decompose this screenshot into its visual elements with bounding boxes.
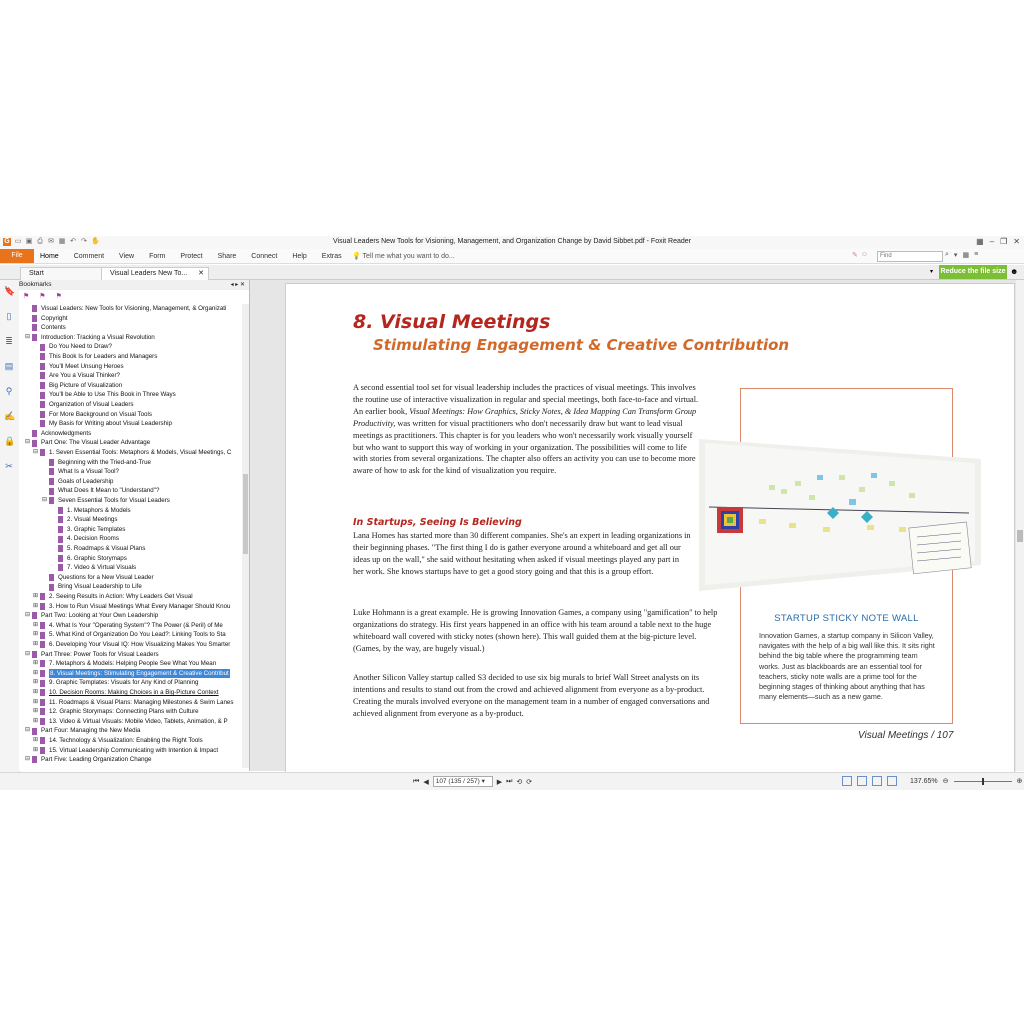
signatures-icon[interactable]: ✍ bbox=[4, 411, 16, 421]
bookmark-item[interactable] bbox=[51, 554, 127, 564]
bookmark-item[interactable] bbox=[33, 678, 198, 688]
bookmark-flag-icon bbox=[40, 449, 45, 456]
paragraph-2: Lana Homes has started more than 30 different companies. She's an expert in leading organizations in their beginning phases. "The first thing I do is gather everyone around a whiteboard and get all our ideas up on the wall," she said without hesitating when asked if visual meetings played any part in her work. She knows startups have to get a good story going and that this is a group effort. bbox=[353, 531, 691, 576]
bookmarks-scrollbar-thumb[interactable] bbox=[243, 474, 248, 554]
next-page-icon[interactable]: ▶ bbox=[496, 778, 503, 786]
bookmark-flag-icon bbox=[32, 305, 37, 312]
bookmark-item[interactable] bbox=[33, 736, 203, 746]
expand-toggle-icon[interactable]: ⊞ bbox=[33, 689, 39, 695]
bookmark-item[interactable] bbox=[51, 506, 131, 516]
expand-toggle-icon[interactable]: ⊟ bbox=[25, 756, 31, 763]
zoom-slider[interactable] bbox=[954, 781, 1012, 782]
bookmark-flag-icon bbox=[58, 536, 63, 543]
menu-toggle-icon[interactable]: ≡ bbox=[974, 251, 979, 258]
bookmark-item[interactable] bbox=[25, 323, 66, 333]
bookmark-flag-icon bbox=[40, 641, 45, 648]
status-bar bbox=[0, 772, 1024, 790]
bookmark-flag-icon bbox=[49, 488, 54, 495]
bookmark-item[interactable] bbox=[42, 573, 154, 583]
bookmark-item[interactable] bbox=[33, 410, 152, 420]
bookmark-label: 7. Metaphors & Models: Helping People See What You Mean bbox=[49, 660, 217, 668]
bookmark-item[interactable] bbox=[25, 314, 67, 324]
bookmark-item[interactable] bbox=[33, 602, 230, 612]
bookmark-label: What Does It Mean to "Understand"? bbox=[58, 487, 160, 495]
bookmark-item[interactable] bbox=[33, 419, 172, 429]
bookmark-label: My Basis for Writing about Visual Leadership bbox=[49, 420, 172, 428]
facing-view-icon[interactable] bbox=[872, 776, 882, 786]
tools-icon[interactable]: ✂ bbox=[5, 461, 13, 471]
bookmark-flag-icon bbox=[40, 632, 45, 639]
tab-start-label: Start bbox=[29, 270, 44, 277]
add-bookmark-icon[interactable]: ⚑ bbox=[39, 293, 46, 300]
bookmark-label: Are You a Visual Thinker? bbox=[49, 372, 120, 380]
paragraph-1-text-b: was written for visual practitioners who don't necessarily draw but want to lead visual meetings as practitioners. This chapter is for you leaders who won't necessarily work visually yourself but who want to support this way of working in your organization. The possibilities will come to life with stories from several organizations. The chapter also offers an activity you can use to become more aware of how to ask for the kind of visualization you require. bbox=[353, 418, 696, 476]
bookmark-label: Copyright bbox=[41, 314, 68, 322]
redo-icon[interactable]: ↷ bbox=[81, 238, 87, 245]
bookmark-label: You'll Meet Unsung Heroes bbox=[49, 362, 124, 370]
bookmark-flag-icon bbox=[40, 382, 45, 389]
menu-view[interactable]: View bbox=[119, 252, 135, 260]
bookmark-label: Part Three: Power Tools for Visual Leaders bbox=[41, 650, 159, 658]
bookmark-item[interactable] bbox=[33, 717, 228, 727]
pdf-page bbox=[285, 283, 1015, 773]
bookmark-label: Questions for a New Visual Leader bbox=[58, 573, 154, 581]
bookmark-label: 2. Visual Meetings bbox=[67, 516, 118, 524]
save-icon[interactable]: ▣ bbox=[25, 238, 33, 245]
bookmark-item[interactable] bbox=[51, 534, 119, 544]
undo-icon[interactable]: ↶ bbox=[70, 238, 76, 245]
expand-toggle-icon[interactable]: ⊞ bbox=[33, 708, 39, 715]
bookmark-item[interactable] bbox=[51, 544, 145, 554]
bookmark-item[interactable] bbox=[33, 659, 216, 669]
bookmark-flag-icon bbox=[40, 372, 45, 379]
bookmark-label: Part Four: Managing the New Media bbox=[41, 727, 141, 735]
bookmark-label: 10. Decision Rooms: Making Choices in a Big-Picture Context bbox=[49, 689, 219, 696]
bookmark-flag-icon bbox=[49, 478, 54, 485]
book-title-italic: Visual Meetings: How Graphics, Sticky Notes, & Idea Mapping Can Transform Group Productivity, bbox=[353, 406, 697, 428]
restore-icon[interactable]: ❐ bbox=[1000, 237, 1008, 246]
menu-help[interactable]: Help bbox=[292, 252, 307, 260]
bookmark-item[interactable] bbox=[42, 467, 119, 477]
expand-bookmark-icon[interactable]: ⚑ bbox=[23, 293, 30, 300]
bookmark-label: 1. Seven Essential Tools: Metaphors & Models, Visual Meetings, C bbox=[49, 449, 232, 456]
share-icon[interactable]: ▦ bbox=[962, 252, 970, 259]
tab-list-icon[interactable]: ▾ bbox=[930, 269, 934, 275]
bookmark-label: 11. Roadmaps & Visual Plans: Managing Milestones & Swim Lanes bbox=[49, 698, 234, 706]
expand-toggle-icon[interactable]: ⊞ bbox=[33, 717, 39, 724]
bookmark-item[interactable] bbox=[33, 381, 122, 391]
expand-toggle-icon[interactable]: ⊞ bbox=[33, 660, 39, 667]
bookmark-flag-icon bbox=[40, 747, 45, 754]
bookmark-label: This Book Is for Leaders and Managers bbox=[49, 353, 158, 360]
screenshot-icon[interactable]: ▦ bbox=[58, 238, 66, 245]
panel-controls-icon[interactable]: ◂ ▸ ✕ bbox=[230, 282, 245, 288]
attachments-icon[interactable]: ⚲ bbox=[5, 386, 13, 396]
bookmark-flag-icon bbox=[32, 756, 37, 763]
bookmark-item[interactable] bbox=[25, 650, 159, 660]
notification-icon[interactable]: ☻ bbox=[1010, 267, 1019, 276]
bookmark-flag-icon bbox=[32, 612, 37, 619]
bookmark-item[interactable] bbox=[33, 592, 193, 602]
menu-extras[interactable]: Extras bbox=[321, 252, 342, 260]
bookmark-flag-icon bbox=[40, 401, 45, 408]
bookmark-label: Bring Visual Leadership to Life bbox=[58, 583, 142, 591]
bookmark-item[interactable] bbox=[51, 563, 136, 573]
bookmark-flag-icon bbox=[49, 574, 54, 581]
bookmark-label: 2. Seeing Results in Action: Why Leaders Get Visual bbox=[49, 593, 193, 600]
bookmark-label: 5. What Kind of Organization Do You Lead?: Linking Tools to Sta bbox=[49, 631, 226, 639]
bookmark-flag-icon bbox=[32, 334, 37, 341]
zoom-in-icon[interactable]: ⊕ bbox=[1016, 778, 1023, 785]
bookmark-item[interactable] bbox=[33, 669, 230, 679]
bookmarks-panel bbox=[19, 280, 250, 771]
window-controls bbox=[976, 237, 1020, 246]
page-folio: Visual Meetings / 107 bbox=[858, 730, 954, 741]
file-tab[interactable]: File bbox=[0, 249, 34, 263]
bookmark-item[interactable] bbox=[33, 362, 124, 372]
bookmark-label: Organization of Visual Leaders bbox=[49, 401, 134, 408]
bookmark-label: 6. Developing Your Visual IQ: How Visualizing Makes You Smarter bbox=[49, 641, 231, 648]
tab-document-label: Visual Leaders New To... bbox=[110, 270, 188, 277]
bookmark-label: 6. Graphic Storymaps bbox=[67, 554, 127, 562]
section-heading: In Startups, Seeing Is Believing bbox=[353, 517, 522, 528]
bookmark-flag-icon bbox=[58, 516, 63, 523]
menu-connect[interactable]: Connect bbox=[251, 252, 278, 260]
bookmark-item[interactable] bbox=[33, 630, 226, 640]
paragraph-3: Luke Hohmann is a great example. He is growing Innovation Games, a company using "gamification" to help organizations do strategy. His first years happened in an office with his team around a table next to the huge whiteboard wall covered with sticky notes (shown here). This wall guided them at the big-picture level. (Games, by the way, are hugely visual.) bbox=[353, 608, 718, 653]
bookmark-label: Do You Need to Draw? bbox=[49, 343, 112, 351]
bookmark-item[interactable] bbox=[25, 429, 91, 439]
bookmark-flag-icon bbox=[40, 344, 45, 351]
expand-toggle-icon[interactable]: ⊞ bbox=[33, 621, 39, 628]
bookmark-label: 4. What Is Your "Operating System"? The Power (& Peril) of Me bbox=[49, 621, 223, 629]
bookmark-label: 13. Video & Virtual Visuals: Mobile Video, Tablets, Animation, & P bbox=[49, 717, 228, 725]
tab-start[interactable] bbox=[20, 267, 110, 280]
menu-comment[interactable]: Comment bbox=[73, 252, 105, 260]
bookmark-label: Big Picture of Visualization bbox=[49, 381, 123, 389]
bookmark-item[interactable] bbox=[33, 400, 134, 410]
ribbon-options-icon[interactable]: ▦ bbox=[976, 237, 984, 246]
bookmark-item[interactable] bbox=[33, 352, 157, 362]
sign-icon[interactable]: ✎ bbox=[852, 252, 858, 259]
window-title: Visual Leaders New Tools for Visioning, Management, and Organization Change by David Sibbet.pdf - Foxit Reader bbox=[333, 238, 691, 245]
bookmark-item[interactable] bbox=[51, 525, 125, 535]
bookmark-flag-icon bbox=[32, 324, 37, 331]
expand-toggle-icon[interactable]: ⊞ bbox=[33, 737, 39, 743]
bookmark-label: Goals of Leadership bbox=[58, 477, 114, 485]
reduce-file-size-button[interactable]: Reduce the file size bbox=[939, 265, 1007, 279]
expand-toggle-icon[interactable]: ⊞ bbox=[33, 602, 39, 609]
bookmark-flag-icon bbox=[32, 440, 37, 447]
document-scrollbar[interactable] bbox=[1016, 280, 1024, 771]
expand-toggle-icon[interactable]: ⊟ bbox=[42, 497, 48, 503]
bookmark-label: Beginning with the Tried-and-True bbox=[58, 458, 151, 466]
menu-share[interactable]: Share bbox=[217, 252, 237, 260]
bookmarks-scrollbar[interactable] bbox=[242, 304, 249, 768]
previous-view-icon[interactable]: ⟲ bbox=[516, 778, 523, 786]
bookmark-label: 15. Virtual Leadership Communicating with Intention & Impact bbox=[49, 746, 219, 754]
zoom-controls bbox=[842, 776, 1022, 786]
menu-home[interactable]: Home bbox=[40, 252, 59, 260]
bookmark-flag-icon bbox=[58, 564, 63, 571]
page-thumbnails-icon[interactable]: ▯ bbox=[6, 311, 12, 321]
continuous-view-icon[interactable] bbox=[857, 776, 867, 786]
page-navigation bbox=[413, 776, 532, 787]
bookmark-flag-icon bbox=[40, 622, 45, 629]
bookmark-flag-icon bbox=[40, 363, 45, 370]
sidebar-caption: Innovation Games, a startup company in Silicon Valley, navigates with the help of a big wall like this. It sits right behind the big table where the programming team works. Just as blackboards are an essential tool for teachers, sticky note walls are a prime tool for the beginning stages of thinking about anything that has many elements—such as a new game. bbox=[759, 631, 935, 702]
bookmark-item[interactable] bbox=[42, 496, 170, 506]
delete-bookmark-icon[interactable]: ⚑ bbox=[55, 293, 62, 300]
bookmark-flag-icon bbox=[58, 545, 63, 552]
bookmark-flag-icon bbox=[40, 708, 45, 715]
document-scrollbar-thumb[interactable] bbox=[1017, 530, 1023, 542]
expand-toggle-icon[interactable]: ⊞ bbox=[33, 746, 39, 753]
bookmark-item[interactable] bbox=[33, 698, 233, 708]
bookmark-flag-icon bbox=[32, 651, 37, 658]
expand-toggle-icon[interactable]: ⊞ bbox=[33, 669, 39, 676]
bookmark-item[interactable] bbox=[33, 621, 223, 631]
layers-icon[interactable]: ≣ bbox=[5, 336, 13, 346]
bookmark-label: Acknowledgments bbox=[41, 429, 92, 437]
user-icon[interactable]: ☺ bbox=[860, 251, 869, 258]
bookmark-item[interactable] bbox=[33, 640, 230, 650]
bookmark-label: Seven Essential Tools for Visual Leaders bbox=[58, 497, 170, 504]
expand-toggle-icon[interactable]: ⊟ bbox=[25, 650, 31, 657]
lightbulb-icon: 💡 bbox=[352, 253, 361, 260]
bookmark-tree bbox=[19, 304, 241, 768]
expand-toggle-icon[interactable]: ⊟ bbox=[33, 449, 39, 455]
bookmark-label: Introduction: Tracking a Visual Revolution bbox=[41, 333, 155, 341]
expand-toggle-icon[interactable]: ⊞ bbox=[33, 641, 39, 647]
bookmark-flag-icon bbox=[40, 411, 45, 418]
menu-protect[interactable]: Protect bbox=[180, 252, 203, 260]
bookmark-flag-icon bbox=[40, 593, 45, 600]
bookmark-flag-icon bbox=[40, 660, 45, 667]
expand-toggle-icon[interactable]: ⊟ bbox=[25, 612, 31, 619]
bookmark-flag-icon bbox=[40, 699, 45, 706]
bookmark-item[interactable] bbox=[25, 438, 150, 448]
bookmark-item[interactable] bbox=[25, 304, 226, 314]
bookmark-label: 4. Decision Rooms bbox=[67, 535, 119, 543]
tell-me-box[interactable] bbox=[352, 252, 455, 260]
bookmark-label: What Is a Visual Tool? bbox=[58, 468, 119, 476]
continuous-facing-view-icon[interactable] bbox=[887, 776, 897, 786]
bookmark-flag-icon bbox=[40, 689, 45, 696]
bookmark-item[interactable] bbox=[42, 477, 113, 487]
find-input[interactable]: Find bbox=[877, 251, 943, 262]
page-number-value: 107 (135 / 257) bbox=[435, 778, 480, 785]
menu-form[interactable]: Form bbox=[149, 252, 166, 260]
minimize-icon[interactable]: – bbox=[989, 237, 995, 246]
bookmark-flag-icon bbox=[32, 430, 37, 437]
paragraph-1-text-a: A second essential tool set for visual leadership includes the practices of visual meetings. This involves the routine use of interactive visualization in regular and special meetings, both face-to-face and virtual. An earlier book, bbox=[353, 383, 699, 416]
bookmark-item[interactable] bbox=[33, 342, 112, 352]
title-bar bbox=[0, 236, 1024, 249]
bookmark-flag-icon bbox=[40, 718, 45, 725]
single-page-view-icon[interactable] bbox=[842, 776, 852, 786]
bookmark-item[interactable] bbox=[33, 390, 176, 400]
bookmark-flag-icon bbox=[32, 315, 37, 322]
paragraph-1 bbox=[353, 382, 703, 477]
first-page-icon[interactable]: ⏮ bbox=[413, 777, 420, 785]
bookmark-item[interactable] bbox=[33, 371, 120, 381]
bookmark-item[interactable] bbox=[42, 458, 151, 468]
expand-toggle-icon[interactable]: ⊟ bbox=[25, 727, 31, 734]
bookmark-item[interactable] bbox=[25, 333, 155, 343]
bookmark-item[interactable] bbox=[25, 755, 151, 765]
bookmark-flag-icon bbox=[49, 468, 54, 475]
expand-toggle-icon[interactable]: ⊞ bbox=[33, 679, 39, 686]
prev-page-icon[interactable]: ◀ bbox=[423, 778, 429, 786]
bookmark-flag-icon bbox=[58, 526, 63, 533]
sidebar-title: STARTUP STICKY NOTE WALL bbox=[774, 613, 919, 624]
bookmark-item[interactable] bbox=[33, 746, 218, 756]
open-icon[interactable]: ▭ bbox=[14, 238, 22, 245]
bookmark-item[interactable] bbox=[33, 707, 199, 717]
close-icon[interactable]: ✕ bbox=[1013, 237, 1020, 246]
bookmark-item[interactable] bbox=[33, 448, 231, 458]
bookmark-flag-icon bbox=[58, 555, 63, 562]
sticky-note-wall-photo bbox=[699, 415, 981, 595]
page-number-box[interactable]: 107 (135 / 257) ▾ bbox=[433, 776, 493, 787]
navigation-panel-icons bbox=[0, 280, 20, 786]
bookmark-label: Part One: The Visual Leader Advantage bbox=[41, 439, 151, 447]
bookmark-label: Part Two: Looking at Your Own Leadership bbox=[41, 612, 159, 620]
bookmarks-toolbar bbox=[19, 290, 249, 302]
bookmark-label: 12. Graphic Storymaps: Connecting Plans with Culture bbox=[49, 708, 199, 716]
tab-document[interactable] bbox=[101, 267, 209, 280]
expand-toggle-icon[interactable]: ⊞ bbox=[33, 698, 39, 705]
bookmark-panel-icon[interactable]: 🔖 bbox=[4, 286, 16, 296]
bookmark-flag-icon bbox=[49, 584, 54, 591]
bookmarks-header bbox=[19, 280, 249, 290]
next-view-icon[interactable]: ⟳ bbox=[526, 778, 533, 786]
hand-tool-icon[interactable]: ✋ bbox=[91, 238, 100, 245]
bookmark-item[interactable] bbox=[42, 582, 142, 592]
expand-toggle-icon[interactable]: ⊟ bbox=[25, 333, 31, 340]
sidebar-box bbox=[740, 388, 953, 724]
paragraph-4: Another Silicon Valley startup called S3 decided to use six big murals to brief Wall Street analysts on its intentions and results to stand out from the crowd and achieved alignment from everyone as a by-product. Creating the murals involved everyone on the management team in a number of engaged conversations and achieved alignment from everyone as a by-product. bbox=[353, 673, 710, 718]
foxit-reader-window bbox=[0, 236, 1024, 789]
expand-toggle-icon[interactable]: ⊞ bbox=[33, 631, 39, 638]
ribbon-menu bbox=[0, 249, 1024, 264]
bookmark-item[interactable] bbox=[25, 611, 158, 621]
bookmark-label: Visual Leaders: New Tools for Visioning, Management, & Organizati bbox=[41, 305, 227, 312]
comments-icon[interactable]: ▤ bbox=[4, 361, 14, 371]
print-icon[interactable]: ⎙ bbox=[37, 238, 43, 245]
bookmark-label: Contents bbox=[41, 324, 66, 332]
bookmark-item[interactable] bbox=[42, 486, 159, 496]
chapter-subtitle: Stimulating Engagement & Creative Contribution bbox=[373, 336, 790, 354]
bookmark-flag-icon bbox=[49, 459, 54, 466]
bookmark-flag-icon bbox=[40, 392, 45, 399]
search-icon[interactable]: ⌕ bbox=[945, 251, 949, 258]
bookmark-label: 3. Graphic Templates bbox=[67, 525, 126, 533]
bookmark-flag-icon bbox=[58, 507, 63, 514]
bookmark-flag-icon bbox=[40, 680, 45, 687]
foxit-logo-icon[interactable]: G bbox=[4, 238, 10, 245]
tell-me-text: Tell me what you want to do... bbox=[362, 253, 455, 260]
bookmark-label: For More Background on Visual Tools bbox=[49, 410, 152, 418]
bookmark-flag-icon bbox=[32, 728, 37, 735]
document-tab-bar bbox=[0, 265, 1024, 280]
bookmark-flag-icon bbox=[40, 420, 45, 427]
bookmark-flag-icon bbox=[40, 603, 45, 610]
bookmark-label: 5. Roadmaps & Visual Plans bbox=[67, 545, 146, 552]
bookmarks-title: Bookmarks bbox=[19, 281, 52, 288]
bookmark-label: 9. Graphic Templates: Visuals for Any Kind of Planning bbox=[49, 679, 199, 687]
email-icon[interactable]: ✉ bbox=[48, 238, 54, 245]
bookmark-item[interactable] bbox=[25, 726, 140, 736]
bookmark-item[interactable] bbox=[33, 688, 219, 698]
last-page-icon[interactable]: ⏭ bbox=[506, 777, 513, 785]
chapter-title: 8. Visual Meetings bbox=[353, 311, 551, 333]
bookmark-label: You'll be Able to Use This Book in Three Ways bbox=[49, 391, 176, 399]
bookmark-label: 3. How to Run Visual Meetings What Every Manager Should Knou bbox=[49, 602, 231, 610]
bookmark-label: 7. Video & Virtual Visuals bbox=[67, 564, 137, 572]
security-icon[interactable]: 🔒 bbox=[4, 436, 16, 446]
bookmark-label: 14. Technology & Visualization: Enabling the Right Tools bbox=[49, 737, 203, 744]
bookmark-flag-icon bbox=[40, 353, 45, 360]
bookmark-label: 1. Metaphors & Models bbox=[67, 506, 131, 514]
bookmark-flag-icon bbox=[40, 737, 45, 744]
bookmark-label: 8. Visual Meetings: Stimulating Engagement & Creative Contribut bbox=[50, 669, 229, 677]
expand-toggle-icon[interactable]: ⊞ bbox=[33, 593, 39, 599]
bookmark-flag-icon bbox=[49, 497, 54, 504]
expand-toggle-icon[interactable]: ⊟ bbox=[25, 439, 31, 446]
bookmark-flag-icon bbox=[40, 670, 45, 677]
zoom-value: 137.65% bbox=[910, 777, 938, 785]
search-options-icon[interactable]: ▾ bbox=[953, 252, 958, 259]
zoom-out-icon[interactable]: ⊖ bbox=[942, 778, 949, 785]
tab-close-icon[interactable]: ✕ bbox=[198, 270, 204, 277]
bookmark-label: Part Five: Leading Organization Change bbox=[41, 756, 152, 764]
bookmark-item[interactable] bbox=[51, 515, 117, 525]
